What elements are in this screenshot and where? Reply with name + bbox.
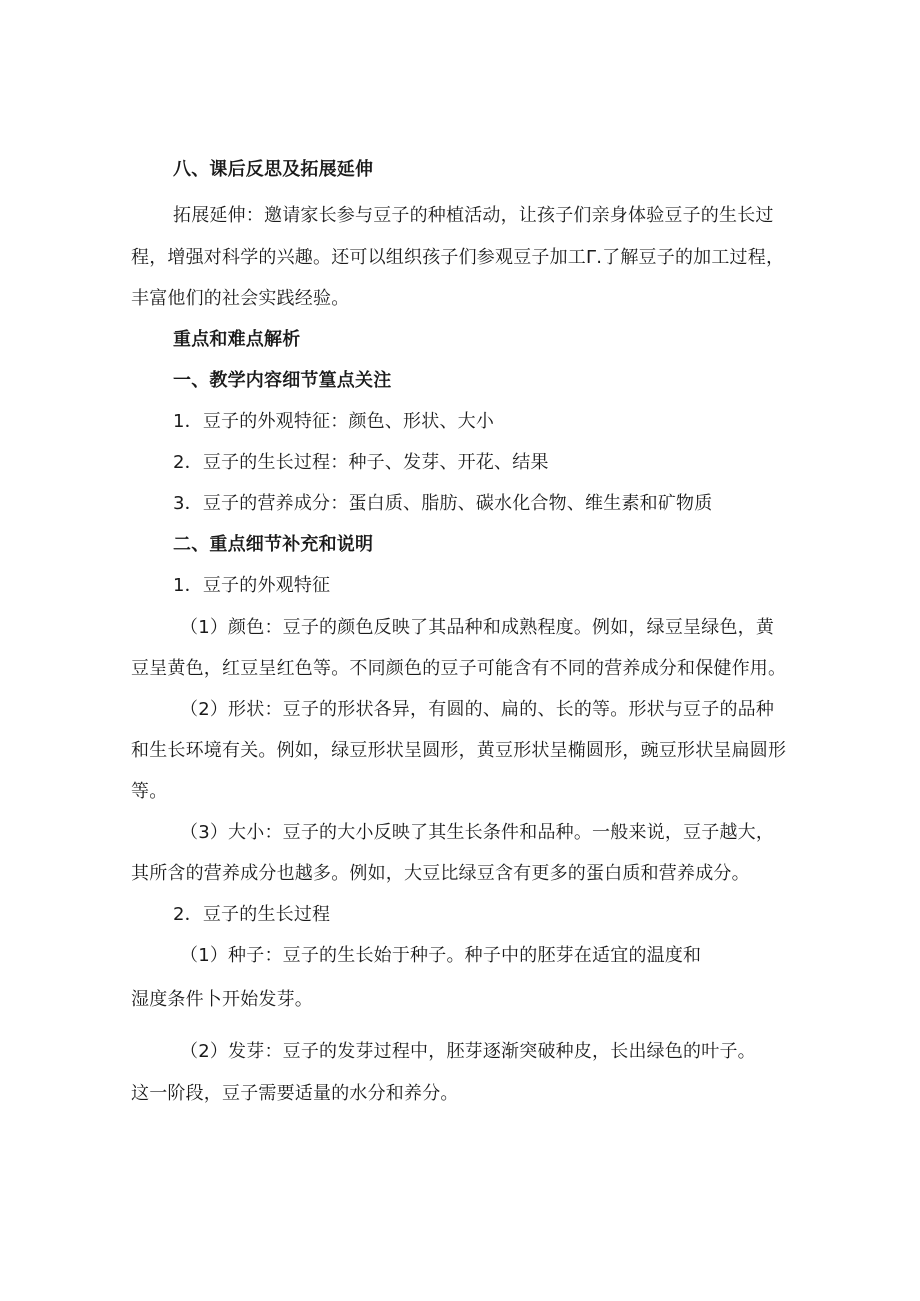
focus-list-item: 1．豆子的外观特征：颜色、形状、大小 [173,411,495,432]
extension-paragraph-line: 拓展延伸：邀请家长参与豆子的种植活动，让孩子们亲身体验豆子的生长过 [173,205,774,226]
extension-paragraph-line: 程，增强对科学的兴趣。还可以组织孩子们参观豆子加工Γ.了解豆子的加工过程， [131,247,785,268]
shape-paragraph-line: 和生长环境有关。例如，绿豆形状呈圆形，黄豆形状呈椭圆形，豌豆形状呈扁圆形 [131,740,787,761]
subsection-title: 1．豆子的外观特征 [173,575,331,596]
analysis-heading: 重点和难点解析 [173,329,301,350]
color-paragraph-line: 豆呈黄色，红豆呈红色等。不同颜色的豆子可能含有不同的营养成分和保健作用。 [131,658,787,679]
seed-paragraph-line: 湿度条件卜开始发芽。 [131,989,313,1010]
seed-paragraph-line: （1）种子：豆子的生长始于种子。种子中的胚芽在适宜的温度和 [180,945,702,966]
sprout-paragraph-line: 这一阶段，豆子需要适量的水分和养分。 [131,1083,459,1104]
sprout-paragraph-line: （2）发芽：豆子的发芽过程中，胚芽逐渐突破种皮，长出绿色的叶子。 [180,1041,756,1062]
part-2-heading: 二、重点细节补充和说明 [173,534,374,555]
color-paragraph-line: （1）颜色：豆子的颜色反映了其品种和成熟程度。例如，绿豆呈绿色，黄 [180,617,775,638]
section-8-heading: 八、课后反思及拓展延伸 [173,159,374,180]
focus-list-item: 2．豆子的生长过程：种子、发芽、开花、结果 [173,452,549,473]
shape-paragraph-line: 等。 [131,781,168,802]
subsection-title: 2．豆子的生长过程 [173,904,331,925]
size-paragraph-line: 其所含的营养成分也越多。例如，大豆比绿豆含有更多的蛋白质和营养成分。 [131,863,750,884]
focus-list-item: 3．豆子的营养成分：蛋白质、脂肪、碳水化合物、维生素和矿物质 [173,493,713,514]
part-1-heading: 一、教学内容细节篁点关注 [173,370,392,391]
shape-paragraph-line: （2）形状：豆子的形状各异，有圆的、扁的、长的等。形状与豆子的品种 [180,699,775,720]
extension-paragraph-line: 丰富他们的社会实践经验。 [131,288,350,309]
size-paragraph-line: （3）大小：豆子的大小反映了其生长条件和品种。一般来说，豆子越大， [180,822,775,843]
